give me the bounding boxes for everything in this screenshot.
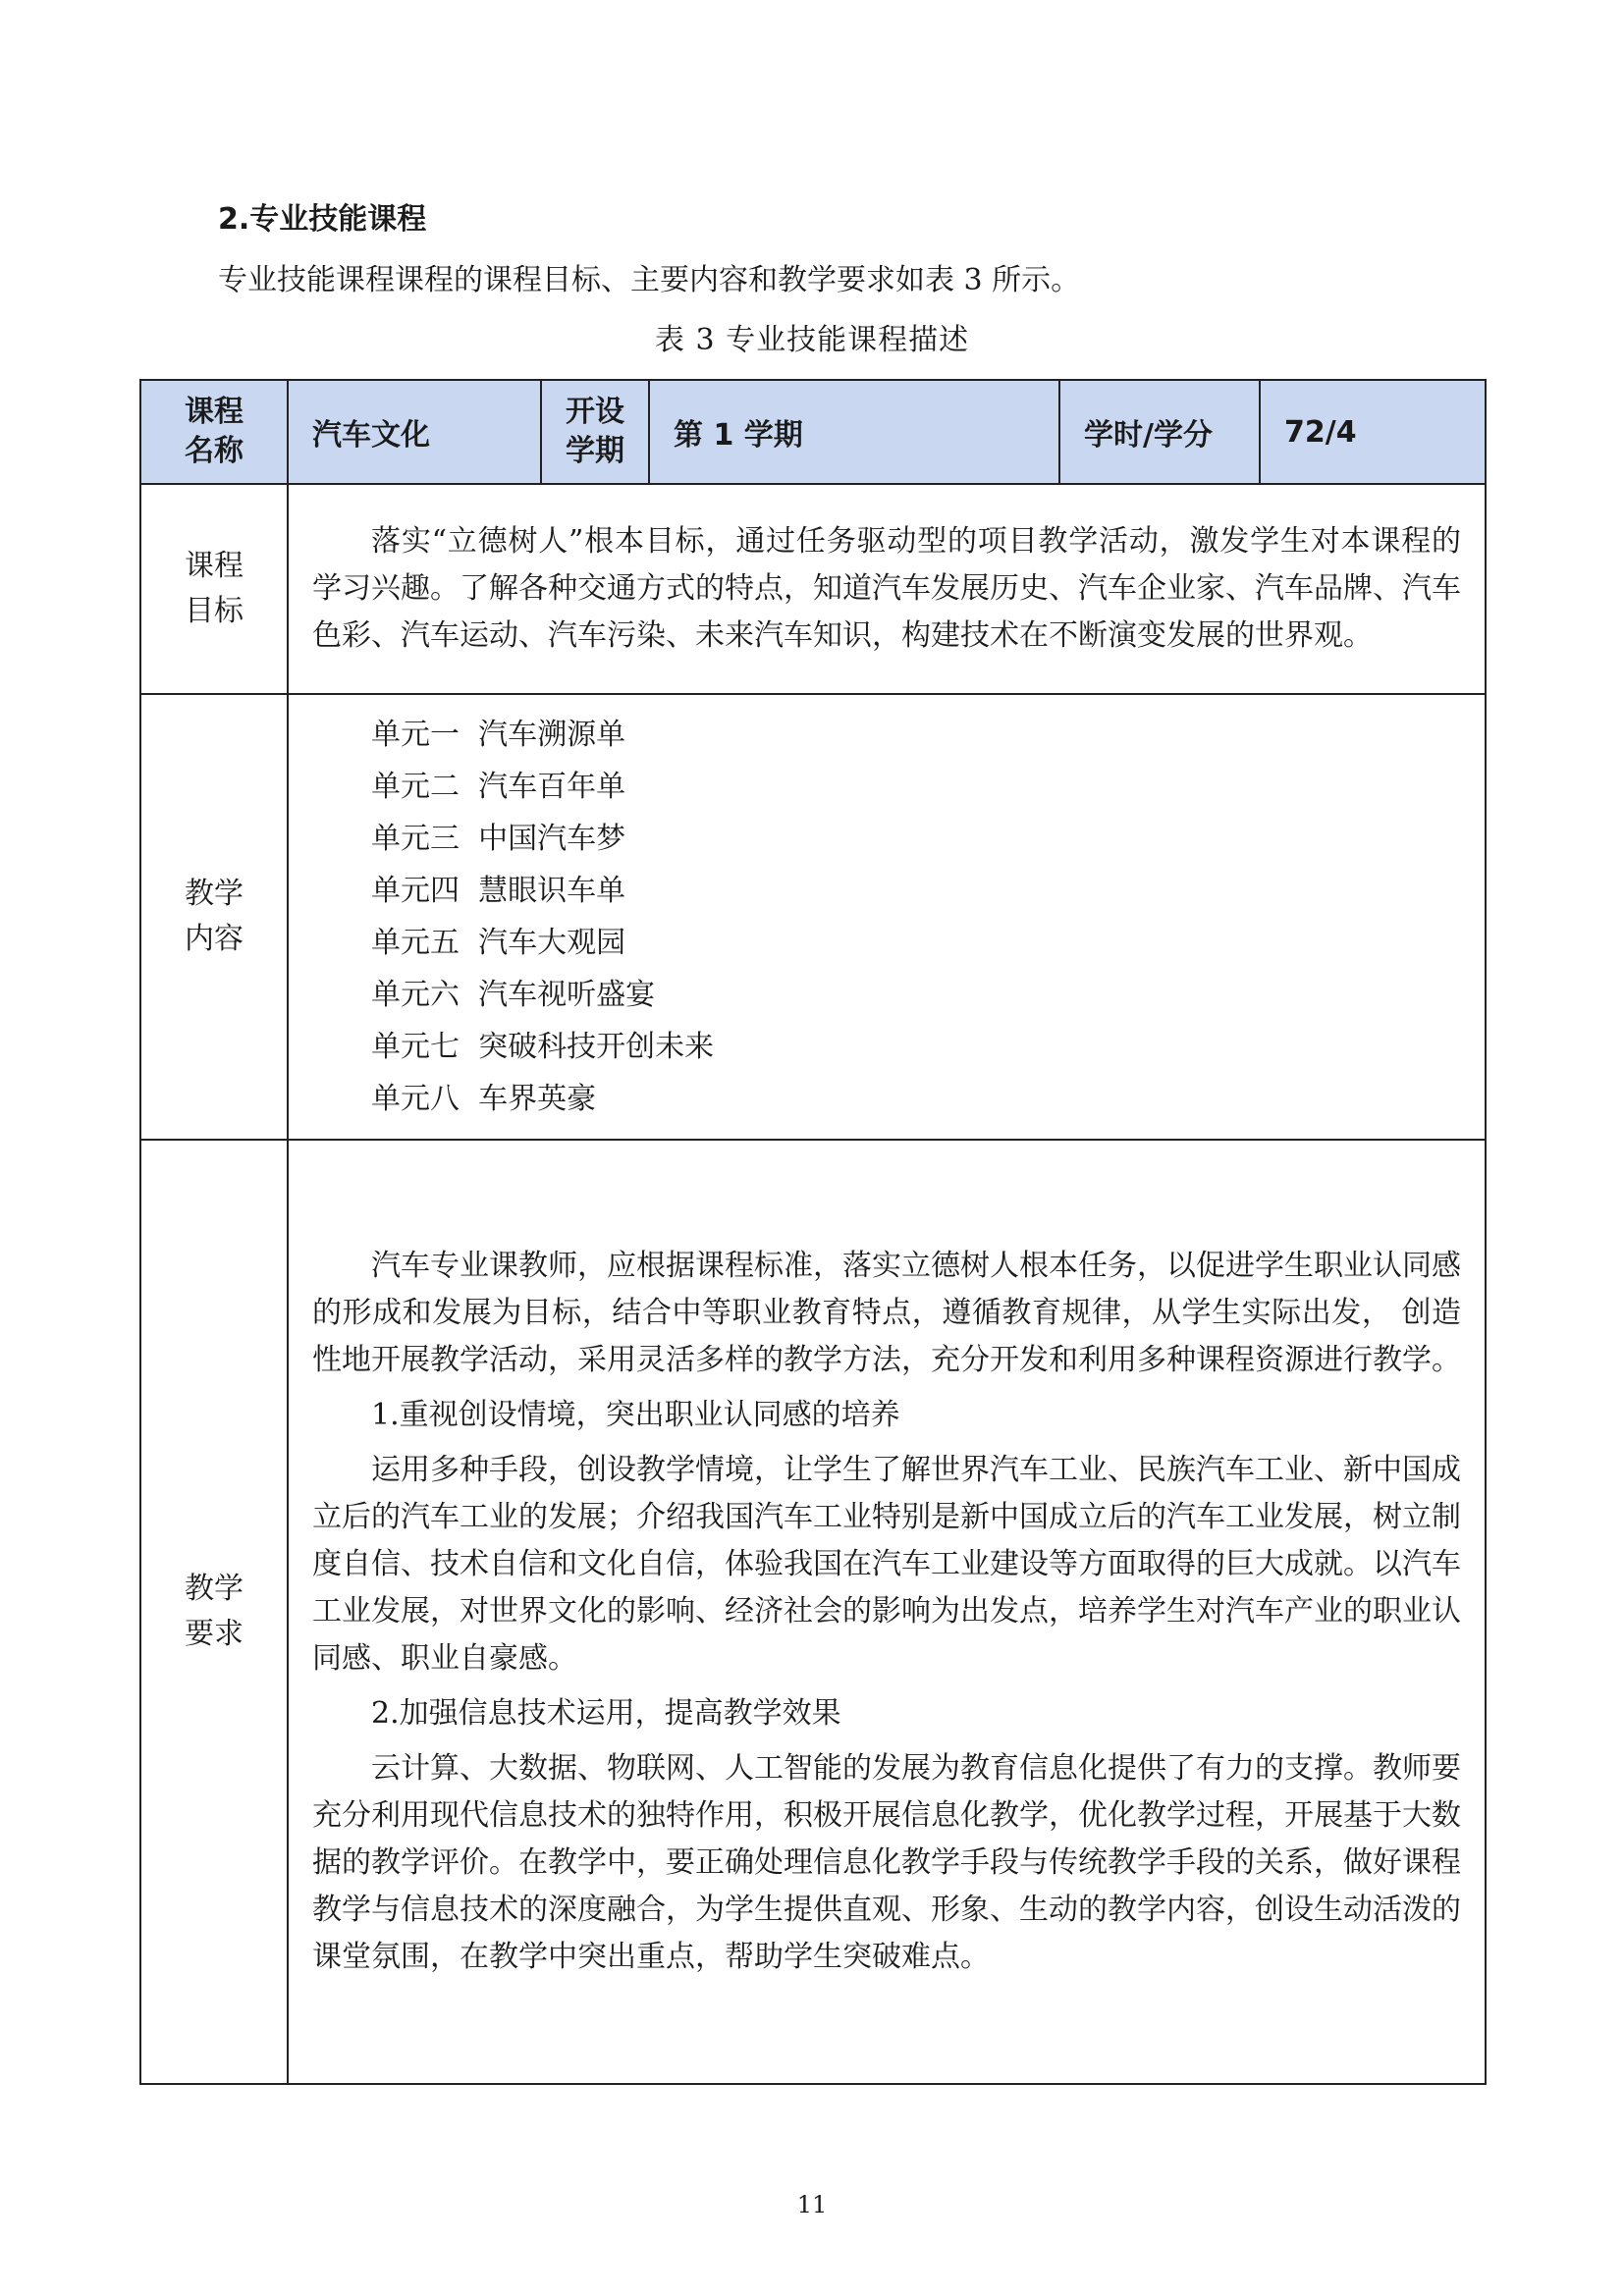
content-cell: [288, 694, 1486, 1140]
term-value: 第 1 学期: [649, 380, 1059, 484]
list-item: 单元三 中国汽车梦: [371, 822, 626, 856]
goal-label-line2: 目标: [185, 594, 244, 628]
requirements-label-line1: 教学: [185, 1572, 244, 1606]
list-item: 单元八 车界英豪: [371, 1082, 597, 1116]
page-number: 11: [796, 2191, 828, 2218]
requirements-label: [140, 1140, 288, 2084]
requirements-cell: [288, 1140, 1486, 2084]
list-item: 单元六 汽车视听盛宴: [371, 978, 656, 1012]
course-name-label-line2: 名称: [185, 434, 244, 468]
term-label-line1: 开设: [566, 395, 624, 429]
hours-value: 72/4: [1260, 380, 1486, 484]
goal-cell: [288, 484, 1486, 694]
goal-label-line1: 课程: [185, 549, 244, 583]
list-item: 单元一 汽车溯源单: [371, 718, 626, 752]
goal-row: [140, 484, 1486, 694]
requirements-para-3: 云计算、大数据、物联网、人工智能的发展为教育信息化提供了有力的支撑。教师要充分利用现代信息技术的独特作用，积极开展信息化教学，优化教学过程，开展基于大数据的教学评价。在教学中，要正确处理信息化教学手段与传统教学手段的关系，做好课程教学与信息技术的深度融合，为学生提供直观、形象、生动的教学内容，创设生动活泼的课堂氛围，在教学中突出重点，帮助学生突破难点。: [312, 1751, 1461, 1974]
hours-label: 学时/学分: [1059, 380, 1260, 484]
requirements-para-2: 运用多种手段，创设教学情境，让学生了解世界汽车工业、民族汽车工业、新中国成立后的汽车工业的发展；介绍我国汽车工业特别是新中国成立后的汽车工业发展，树立制度自信、技术自信和文化自信，体验我国在汽车工业建设等方面取得的巨大成就。以汽车工业发展，对世界文化的影响、经济社会的影响为出发点，培养学生对汽车产业的职业认同感、职业自豪感。: [312, 1453, 1461, 1676]
term-label: [541, 380, 649, 484]
course-name-label: [140, 380, 288, 484]
requirements-row: [140, 1140, 1486, 2084]
table-header-row: [140, 380, 1486, 484]
course-table: [139, 379, 1487, 2085]
content-label-line1: 教学: [185, 877, 244, 911]
course-name-value: 汽车文化: [288, 380, 541, 484]
term-label-line2: 学期: [566, 434, 624, 468]
content-label-line2: 内容: [185, 922, 244, 956]
section-title: 2.专业技能课程: [218, 202, 427, 237]
list-item: 单元七 突破科技开创未来: [371, 1030, 715, 1064]
content-label: [140, 694, 288, 1140]
requirements-para-1: 汽车专业课教师，应根据课程标准，落实立德树人根本任务，以促进学生职业认同感的形成和发展为目标，结合中等职业教育特点，遵循教育规律，从学生实际出发， 创造性地开展教学活动，采用灵活多样的教学方法，充分开发和利用多种课程资源进行教学。: [312, 1249, 1461, 1377]
list-item: 单元四 慧眼识车单: [371, 874, 626, 908]
list-item: 单元二 汽车百年单: [371, 770, 626, 804]
requirements-subheading-1: 1.重视创设情境，突出职业认同感的培养: [371, 1398, 900, 1432]
content-row: [140, 694, 1486, 1140]
course-name-label-line1: 课程: [185, 395, 244, 429]
goal-text: 落实“立德树人”根本目标，通过任务驱动型的项目教学活动，激发学生对本课程的学习兴趣。了解各种交通方式的特点，知道汽车发展历史、汽车企业家、汽车品牌、汽车色彩、汽车运动、汽车污染、未来汽车知识，构建技术在不断演变发展的世界观。: [312, 524, 1461, 653]
intro-text: 专业技能课程课程的课程目标、主要内容和教学要求如表 3 所示。: [218, 263, 1081, 297]
table-caption: 表 3 专业技能课程描述: [654, 323, 970, 357]
list-item: 单元五 汽车大观园: [371, 926, 626, 960]
requirements-label-line2: 要求: [185, 1617, 244, 1651]
unit-list: [312, 709, 1461, 1125]
goal-label: [140, 484, 288, 694]
requirements-subheading-2: 2.加强信息技术运用，提高教学效果: [371, 1696, 841, 1731]
